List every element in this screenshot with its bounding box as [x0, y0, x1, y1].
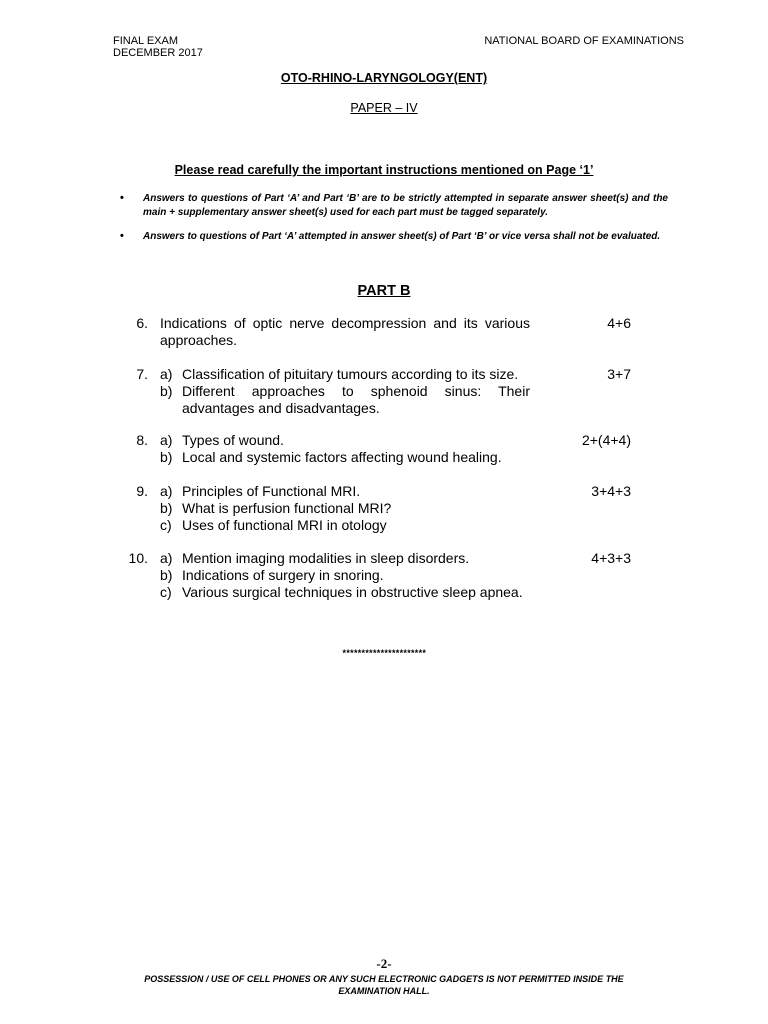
- part-text: What is perfusion functional MRI?: [182, 500, 392, 516]
- part-label: b): [160, 383, 173, 399]
- bullet-icon: •: [120, 192, 124, 204]
- part-label: b): [160, 449, 173, 465]
- bullet-icon: •: [120, 230, 124, 242]
- end-marker: **********************: [342, 648, 426, 658]
- question-marks: 4+6: [607, 315, 631, 331]
- part-text: Principles of Functional MRI.: [182, 483, 361, 499]
- instructions-list: [120, 192, 668, 255]
- part-label: c): [160, 517, 172, 533]
- page-number: -2-: [376, 956, 392, 971]
- part-label: a): [160, 483, 173, 499]
- part-text: Local and systemic factors affecting wound healing.: [182, 449, 502, 465]
- question-marks: 3+7: [607, 366, 631, 382]
- instruction-text: Answers to questions of Part ‘A’ and Part ‘B’ are to be strictly attempted in separate answer sheet(s) and the main + supplementary answer sheet(s) used for each part must be tagged separately.: [143, 193, 668, 218]
- header-left: [113, 35, 203, 59]
- question-part: [160, 567, 530, 584]
- board-name: NATIONAL BOARD OF EXAMINATIONS: [484, 35, 684, 47]
- part-text: Different approaches to sphenoid sinus: Their advantages and disadvantages.: [182, 383, 530, 416]
- instruction-item: [120, 192, 668, 219]
- question-number: 8.: [136, 432, 148, 448]
- question-number: 6.: [136, 315, 148, 331]
- exam-date: DECEMBER 2017: [113, 47, 203, 59]
- question-marks: 4+3+3: [591, 550, 631, 566]
- question-number: 9.: [136, 483, 148, 499]
- question-part: [160, 517, 530, 534]
- part-text: Various surgical techniques in obstructive sleep apnea.: [182, 584, 523, 600]
- part-text: Indications of surgery in snoring.: [182, 567, 384, 583]
- question-part: [160, 432, 530, 449]
- part-label: b): [160, 567, 173, 583]
- question-number: 7.: [136, 366, 148, 382]
- part-title: PART B: [357, 283, 411, 299]
- subject-title: OTO-RHINO-LARYNGOLOGY(ENT): [280, 71, 488, 85]
- part-text: Types of wound.: [182, 432, 284, 448]
- part-label: a): [160, 550, 173, 566]
- question-part: [160, 584, 530, 601]
- question-part: [160, 366, 530, 383]
- part-label: c): [160, 584, 172, 600]
- part-label: a): [160, 366, 173, 382]
- footer-notice: POSSESSION / USE OF CELL PHONES OR ANY SUCH ELECTRONIC GADGETS IS NOT PERMITTED INSIDE THE EXAMINATION HALL.: [144, 974, 624, 996]
- part-text: Uses of functional MRI in otology: [182, 517, 387, 533]
- exam-label: FINAL EXAM: [113, 35, 178, 47]
- part-text: Classification of pituitary tumours according to its size.: [182, 366, 519, 382]
- part-text: Mention imaging modalities in sleep disorders.: [182, 550, 470, 566]
- paper-title: PAPER – IV: [350, 101, 418, 115]
- question-marks: 2+(4+4): [581, 432, 631, 448]
- question-part: [160, 483, 530, 500]
- instruction-item: [120, 230, 668, 244]
- instruction-text: Answers to questions of Part ‘A’ attempted in answer sheet(s) of Part ‘B’ or vice versa shall not be evaluated.: [143, 231, 661, 242]
- question-part: [160, 500, 530, 517]
- question-text: Indications of optic nerve decompression and its various approaches.: [160, 315, 530, 348]
- part-label: b): [160, 500, 173, 516]
- instructions-title: Please read carefully the important instructions mentioned on Page ‘1’: [174, 163, 594, 177]
- question-part: [160, 383, 530, 417]
- question-part: [160, 550, 530, 567]
- question-part: [160, 449, 530, 466]
- question-marks: 3+4+3: [591, 483, 631, 499]
- part-label: a): [160, 432, 173, 448]
- question-number: 10.: [128, 550, 148, 566]
